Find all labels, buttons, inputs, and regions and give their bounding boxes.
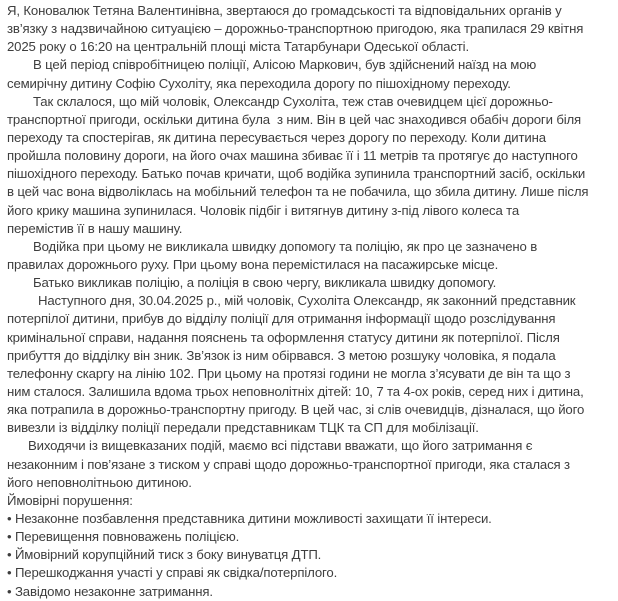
text-line: в цей час вона відволіклась на мобільний телефон та не побачила, що збила дитину. Лише після [7,184,589,200]
text-line: Я, Коновалюк Тетяна Валентинівна, звертаюся до громадськості та відповідальних органів у [7,3,562,18]
text-line: • Завідомо незаконне затримання. [7,583,213,599]
text-line: Так склалося, що мій чоловік, Олександр Сухоліта, теж став очевидцем цієї дорожньо- [33,93,553,109]
text-line: прибуття до відділку він зник. Зв’язок із ним обірвався. З метою розшуку чоловіка, я подала [7,347,556,363]
text-line: 2025 року о 16:20 на центральній площі міста Татарбунари Одеської області. [7,39,469,55]
text-line: • Перевищення повноважень поліцією. [7,529,240,545]
text-line: Наступного дня, 30.04.2025 р., мій чоловік, Сухоліта Олександр, як законний представник [38,293,576,309]
text-line: Виходячи із вищевказаних подій, маємо всі підстави вважати, що його затримання є [28,438,533,454]
text-line: транспортної пригоди, оскільки дитина була з ним. Він в цей час знаходився обабіч дороги біля [7,111,582,127]
text-line: незаконним і пов’язане з тиском у справі щодо дорожньо-транспортної пригоди, яка сталася з [7,456,570,472]
document-body [7,2,613,601]
text-line: яка потрапила в дорожньо-транспортну пригоду. В цей час, зі слів очевидців, дізналася, що його [7,402,585,418]
text-line: потерпілої дитини, прибув до відділу поліції для отримання інформації щодо розслідування [7,311,556,327]
text-line: ним сталося. Залишила вдома трьох неповнолітніх дітей: 10, 7 та 4-ох років, серед них і дитина, [7,383,584,399]
text-line: Ймовірні порушення: [7,492,133,508]
text-line: його неповнолітньою дитиною. [7,474,192,490]
text-line: • Незаконне позбавлення представника дитини можливості захищати її інтереси. [7,510,492,526]
text-line: Батько викликав поліцію, а поліція в свою чергу, викликала швидку допомогу. [33,275,497,291]
text-line: В цей період співробітницею поліції, Алісою Маркович, був здійснений наїзд на мою [33,57,537,73]
text-line: кримінальної справи, надання пояснень та оформлення статусу дитини як потерпілої. Після [7,329,560,345]
text-line: зв’язку з надзвичайною ситуацією – дорожньо-транспортною пригодою, яка трапилася 29 квітня [7,21,584,37]
text-line: • Ймовірний корупційний тиск з боку винуватця ДТП. [7,547,322,563]
text-line: вивезли із відділку поліції передали представникам ТЦК та СП для мобілізації. [7,420,479,436]
text-line: пройшла половину дороги, на його очах машина збиває її і 11 метрів та протягує до наступного [7,148,578,164]
text-line: перемістив її в нашу машину. [7,220,183,236]
text-line: телефонну скаргу на лінію 102. При цьому на протязі години не могла з’ясувати де він та що з [7,365,571,381]
text-line: семирічну дитину Софію Сухоліту, яка переходила дорогу по пішохідному переходу. [7,75,511,91]
text-line: його крику машина зупинилася. Чоловік підбіг і витягнув дитину з-під лівого колеса та [7,202,520,218]
text-line: переходу та спостерігав, як дитина пересувається через дорогу по переходу. Коли дитина [7,129,546,145]
text-line: Водійка при цьому не викликала швидку допомогу та поліцію, як про це зазначено в [33,238,538,254]
text-line: пішохідного переходу. Батько почав кричати, щоб водійка зупинила транспортний засіб, оскільки [7,166,586,182]
text-line: правилах дорожнього руху. При цьому вона перемістилася на пасажирське місце. [7,256,499,272]
text-line: • Перешкоджання участі у справі як свідка/потерпілого. [7,565,338,581]
